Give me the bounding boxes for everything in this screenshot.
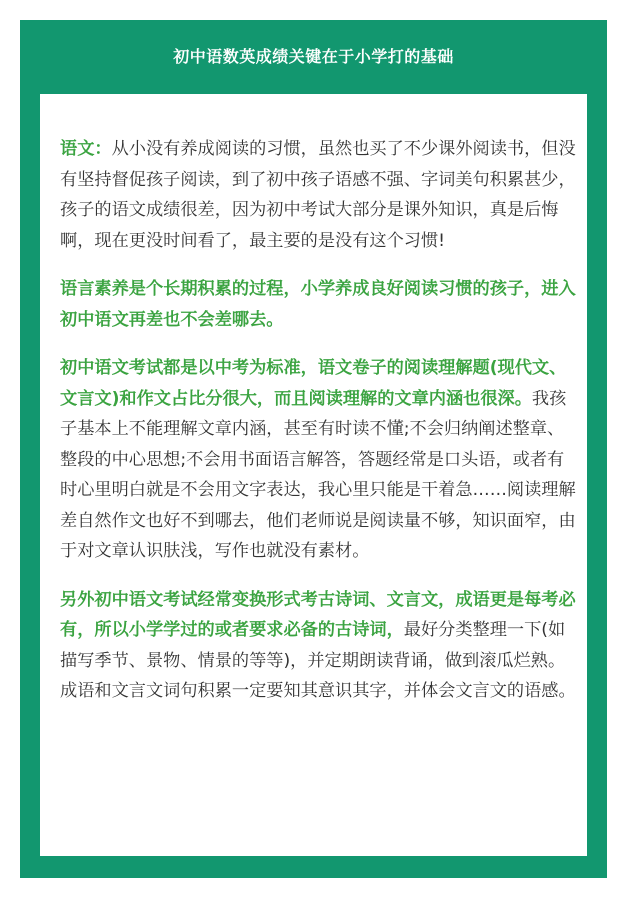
paragraph-exam-standard: [60, 353, 580, 567]
content-card: [40, 94, 587, 856]
paragraph-chinese-intro: [60, 134, 580, 256]
green-frame: [20, 20, 607, 878]
paragraph-text: 我孩子基本上不能理解文章内涵，甚至有时读不懂;不会归纳阐述整章、整段的中心思想;不会用书面语言解答，答题经常是口头语，或者有时心里明白就是不会用文字表达，我心里只能是干着急……阅读理解差自然作文也好不到哪去，他们老师说是阅读量不够，知识面窄，由于对文章认识肤浅，写作也就没有素材。: [60, 388, 576, 561]
article-body: [60, 134, 580, 725]
highlight-text: 语言素养是个长期积累的过程，小学养成良好阅读习惯的孩子，进入初中语文再差也不会差哪去。: [60, 279, 576, 330]
highlight-text: 另外初中语文考试经常变换形式考古诗词、文言文，成语更是每考必有，所以小学学过的或者要求必备的古诗词，: [60, 589, 576, 640]
section-label-chinese: 语文：: [60, 139, 112, 159]
paragraph-text: 从小没有养成阅读的习惯，虽然也买了不少课外阅读书，但没有坚持督促孩子阅读，到了初中孩子语感不强、字词美句积累甚少，孩子的语文成绩很差，因为初中考试大部分是课外知识，真是后悔啊，现在更没时间看了，最主要的是没有这个习惯!: [60, 139, 576, 251]
paragraph-classical-poetry: [60, 585, 580, 707]
highlight-text: 初中语文考试都是以中考为标准，语文卷子的阅读理解题(现代文、文言文)和作文占比分很大，而且阅读理解的文章内涵也很深。: [60, 358, 567, 409]
paragraph-text: 最好分类整理一下(如描写季节、景物、情景的等等)，并定期朗读背诵，做到滚瓜烂熟。成语和文言文词句积累一定要知其意识其字，并体会文言文的语感。: [60, 620, 576, 701]
paragraph-language-literacy: [60, 274, 580, 335]
page-title: 初中语数英成绩关键在于小学打的基础: [173, 47, 454, 66]
